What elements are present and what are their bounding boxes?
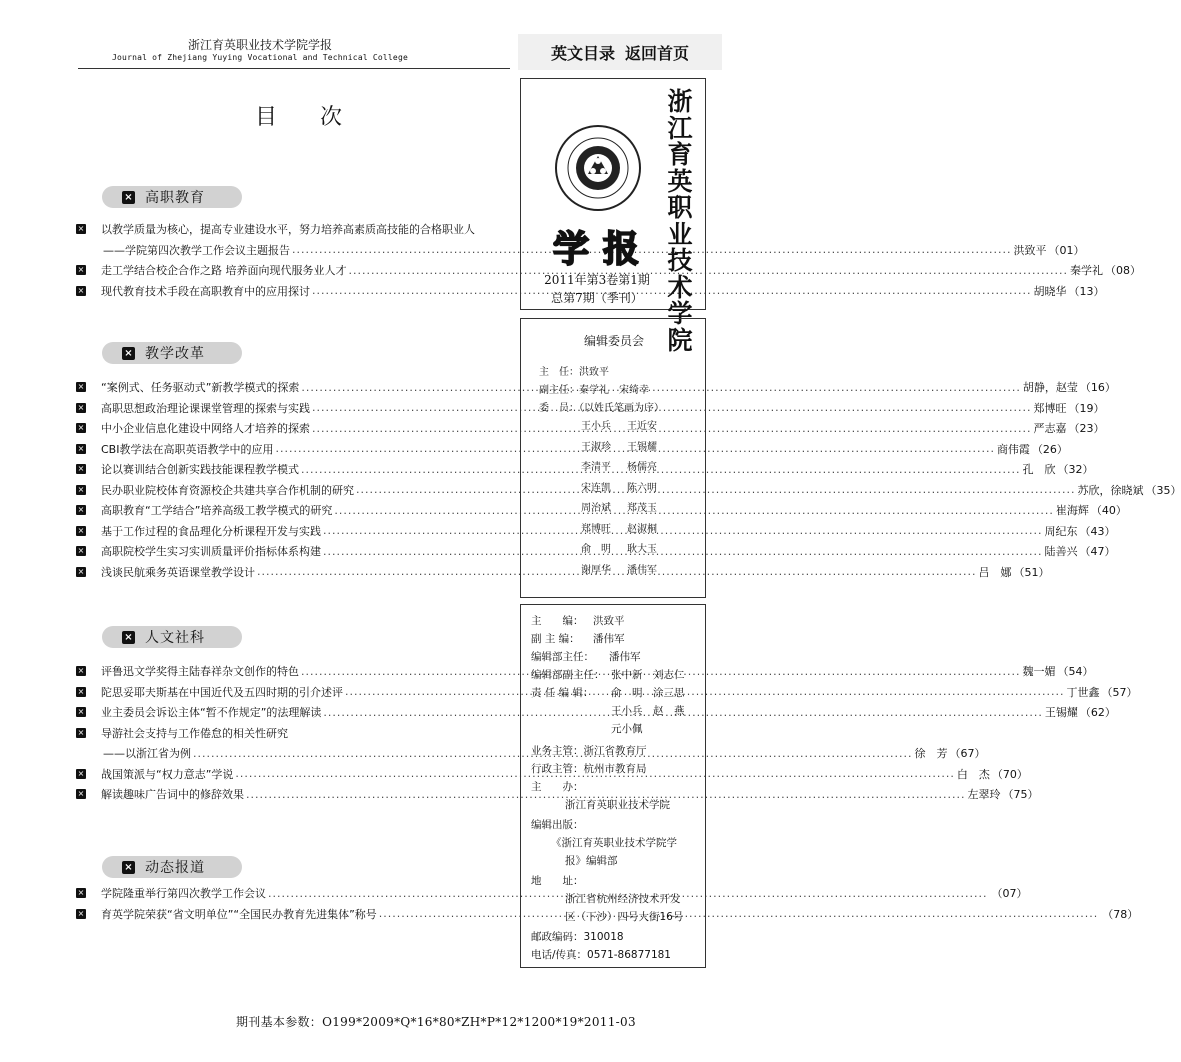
bullet-x-icon: × [77,423,85,432]
board-member-name: 王近安 [627,421,657,432]
dept-deputy-label: 编辑部副主任： [531,669,605,681]
dept-deputy: 张中新 刘志仁 [611,669,685,681]
section-header-teaching-reform [102,342,242,364]
board-director: 主 任：洪致平 [539,367,609,378]
toc-title: 目 次 [255,105,360,130]
section-label: 教学改革 [145,346,205,362]
section-header-news [102,856,242,878]
chief-editor-row [531,613,625,628]
toc-entry-title: 解读趣味广告词中的修辞效果 [101,788,244,801]
header-rule [78,68,510,69]
toc-entry-author: 胡静，赵莹 [1022,381,1078,394]
toc-entry-page: （67） [949,747,986,760]
toc-entry-page: （62） [1079,706,1116,719]
board-member-name: 俞 明 [581,544,611,555]
toc-entry-title: ——学院第四次教学工作会议主题报告 [103,243,290,257]
toc-entry-author: 周纪东 [1044,524,1078,538]
toc-entry-page: （47） [1079,545,1116,558]
toc-entry-author: 严志嘉 [1033,422,1067,435]
toc-entry-title: 民办职业院校体育资源校企共建共享合作机制的研究 [101,483,354,497]
toc-entry-page: （70） [991,767,1028,781]
issue-total: 总第7期（季刊） [551,291,643,305]
publishing-info-box [520,604,706,968]
toc-entry-page: （19） [1068,401,1105,415]
journal-header-subtitle: Journal of Zhejiang Yuying Vocational and Technical College [112,53,408,62]
supervisor: 浙江省教育厅 [583,745,647,757]
toc-entry[interactable] [76,220,496,238]
toc-entry[interactable] [76,241,1085,259]
toc-entry-title: 高职教育“工学结合”培养高级工教学模式的研究 [101,504,333,517]
deputy-editor-label: 副 主 编： [531,633,580,645]
resp-editor-3: 元小佩 [611,723,643,735]
issue-number: 2011年第3卷第1期 [544,273,650,287]
toc-entry-page: （78） [1102,907,1139,921]
toc-entry-title: 走工学结合校企合作之路 培养面向现代服务业人才 [101,264,347,277]
board-members-label: 委 员：（以姓氏笔画为序） [539,403,664,414]
board-member-name: 耿大玉 [627,544,657,555]
deputy-editor-row [531,631,625,646]
journal-header-title: 浙江育英职业技术学院学报 [187,38,332,52]
bullet-x-icon: × [77,727,85,737]
board-member-name: 谢厚华 [581,564,611,576]
toc-entry-page: （23） [1068,422,1105,435]
toc-entry-page: （75） [1002,788,1039,801]
toc-entry-author: 魏一媚 [1022,665,1056,678]
admin-label: 行政主管： [531,763,584,775]
host-label: 主 办： [531,781,584,793]
section-x-icon: × [122,631,135,644]
toc-entry-author: 丁世鑫 [1066,685,1100,699]
board-member-name: 李清平 [581,462,611,473]
toc-entry-author: 王锡耀 [1044,706,1078,719]
address-label: 地 址： [531,875,584,887]
journal-parameters-footer: 期刊基本参数：O199*2009*Q*16*80*ZH*P*12*1200*19*2011-03 [236,1015,636,1029]
publisher-label: 编辑出版： [531,819,584,831]
toc-entry-page: （40） [1090,504,1127,517]
bullet-x-icon: × [77,402,85,412]
bullet-x-icon: × [77,686,85,696]
address-line-2: 区（下沙）四号大街16号 [565,911,684,923]
toc-entry-title: 评鲁迅文学奖得主陆春祥杂文创作的特色 [101,665,299,678]
toc-entry-author: 左翠玲 [967,788,1001,801]
publisher-line-2: 报》编辑部 [565,855,618,867]
supervisor-label: 业务主管： [531,745,584,757]
toc-entry-title: 陀思妥耶夫斯基在中国近代及五四时期的引介述评 [101,685,343,699]
toc-entry-title: 高职思想政治理论课课堂管理的探索与实践 [101,401,310,415]
bullet-x-icon: × [77,888,85,897]
toc-entry-title: 中小企业信息化建设中网络人才培养的探索 [101,422,310,435]
bullet-x-icon: × [77,285,85,295]
toc-entry-author: 徐 芳 [914,747,948,760]
toc-entry-title: “案例式、任务驱动式”新教学模式的探索 [101,381,300,394]
phone-fax: 电话/传真：0571-86877181 [531,949,671,961]
host: 浙江育英职业技术学院 [565,799,670,811]
toc-entry-author: 崔海辉 [1055,504,1089,517]
toc-entry-title: ——以浙江省为例 [103,747,191,760]
toc-entry-author: 商伟霞 [996,442,1030,456]
bullet-x-icon: × [77,707,85,716]
dept-deputy-row [531,667,685,682]
toc-entry-page: （57） [1101,685,1138,699]
resp-editor-label: 责 任 编 辑： [531,687,594,699]
board-member-name: 赵淑桐 [627,523,657,535]
toc-entry-title: 导游社会支持与工作倦怠的相关性研究 [101,726,288,740]
leader-dots [356,483,1075,496]
toc-entry-title: 育英学院荣获“省文明单位”“全国民办教育先进集体”称号 [101,907,377,921]
bullet-x-icon: × [77,464,85,473]
board-member-name: 陈六明 [627,482,657,494]
board-member-name: 杨儒亮 [627,462,657,473]
toc-entry-title: 学院隆重举行第四次教学工作会议 [101,887,266,900]
bullet-x-icon: × [77,566,85,576]
resp-editor-row [531,685,685,700]
section-x-icon: × [122,861,135,874]
bullet-x-icon: × [77,768,85,778]
toc-entry-page: （43） [1079,524,1116,538]
address-line-1: 浙江省杭州经济技术开发 [565,893,681,905]
dept-director: 潘伟军 [609,651,641,663]
toc-entry-page: （16） [1079,381,1116,394]
toc-entry-page: （51） [1013,565,1050,579]
toc-entry-title: 论以赛训结合创新实践技能课程教学模式 [101,463,299,476]
toc-entry-title: 现代教育技术手段在高职教育中的应用探讨 [101,284,310,298]
bullet-x-icon: × [77,525,85,535]
toc-entry-author: 孔 欣 [1022,463,1056,476]
board-member-name: 郑博旺 [581,523,611,535]
board-member-name: 周治斌 [581,503,611,514]
school-name-vertical: 浙江育英职业技术学院 [667,87,693,355]
resp-editor-2: 王小兵 赵 燕 [611,705,685,717]
toc-entry-title: 浅谈民航乘务英语课堂教学设计 [101,565,255,579]
bullet-x-icon: × [77,382,85,391]
nav-box [518,34,722,70]
board-member-name: 宋连凯 [581,482,611,494]
bullet-x-icon: × [77,666,85,675]
board-member-name: 王锡耀 [627,441,657,453]
toc-entry-page: （32） [1057,463,1094,476]
section-x-icon: × [122,191,135,204]
resp-editor-1: 俞 明 涂三思 [611,687,685,699]
bullet-x-icon: × [77,908,85,918]
toc-entry-title: 高职院校学生实习实训质量评价指标体系构建 [101,545,321,558]
admin: 杭州市教育局 [583,763,647,775]
bullet-x-icon: × [77,224,85,233]
toc-entry-title: 业主委员会诉讼主体“暂不作规定”的法理解读 [101,706,322,719]
toc-entry-page: （08） [1104,264,1141,277]
toc-entry-title: 战国策派与“权力意志”学说 [101,767,234,781]
bullet-x-icon: × [77,505,85,514]
chief-editor: 洪致平 [593,615,625,627]
college-logo [555,125,641,211]
board-member-name: 郑茂玉 [627,503,657,514]
dept-director-label: 编辑部主任： [531,651,594,663]
postcode: 邮政编码：310018 [531,931,624,943]
deputy-editor: 潘伟军 [593,633,625,645]
toc-entry-page: （54） [1057,665,1094,678]
toc-entry-author: 洪致平 [1013,243,1047,257]
publisher-line-1: 《浙江育英职业技术学院学 [551,837,677,849]
section-label: 人文社科 [145,630,205,646]
bullet-x-icon: × [77,546,85,555]
toc-entry[interactable] [76,724,496,742]
toc-entry-author: 秦学礼 [1069,264,1103,277]
supervisor-row [531,743,647,758]
toc-entry-author: 白 杰 [956,767,990,781]
toc-entry-page: （35） [1145,483,1181,497]
editorial-board-title: 编辑委员会 [583,334,644,348]
toc-entry-page: （26） [1031,442,1068,456]
english-toc-link[interactable]: 英文目录 [550,43,615,63]
board-member-name: 王淑珍 [581,441,611,453]
leader-dots [349,264,1068,277]
bullet-x-icon: × [77,484,85,494]
toc-entry-author: 苏欣，徐晓斌 [1077,483,1144,497]
toc-entry-author: 陆善兴 [1044,545,1078,558]
dept-director-row [531,649,641,664]
toc-entry-page: （07） [991,887,1028,900]
toc-entry-title: 以教学质量为核心，提高专业建设水平，努力培养高素质高技能的合格职业人 [101,223,475,236]
board-member-name: 潘伟军 [627,564,657,576]
bullet-x-icon: × [77,443,85,453]
chief-editor-label: 主 编： [531,615,584,627]
bullet-x-icon: × [77,789,85,798]
section-x-icon: × [122,347,135,360]
toc-entry-title: CBI教学法在高职英语教学中的应用 [101,442,274,456]
toc-entry-title: 基于工作过程的食品理化分析课程开发与实践 [101,524,321,538]
section-header-humanities [102,626,242,648]
admin-row [531,761,647,776]
section-header-higher-vocational [102,186,242,208]
journal-name: 学报 [552,228,653,270]
bullet-x-icon: × [77,265,85,274]
toc-entry[interactable] [76,261,1141,279]
toc-entry-author: 郑博旺 [1033,401,1067,415]
college-logo-icon [557,127,639,209]
leader-dots [379,907,1098,920]
board-member-name: 王小兵 [581,421,611,432]
home-link[interactable]: 返回首页 [625,43,690,63]
toc-entry-page: （13） [1068,284,1105,298]
section-label: 高职教育 [145,190,205,206]
toc-entry-author: 胡晓华 [1033,284,1067,298]
toc-entry-author: 吕 娜 [978,565,1012,579]
section-label: 动态报道 [145,860,205,876]
editorial-board-box [520,318,706,598]
board-deputy: 副主任：秦学礼 宋绮幸 [539,385,649,396]
toc-entry-page: （01） [1048,243,1085,257]
